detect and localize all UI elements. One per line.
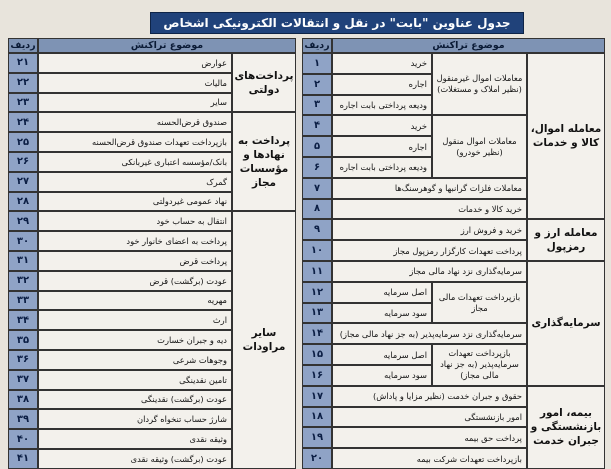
right-row-number: ۵ (302, 136, 332, 157)
left-row-number: ۲۷ (8, 172, 38, 192)
left-row-topic: گمرک (38, 172, 232, 192)
right-row-topic: ودیعه پرداختی بابت اجاره (332, 95, 432, 116)
left-row-topic: عودت (برگشت) وثیقه نقدی (38, 449, 232, 469)
right-row-topic: اجاره (332, 136, 432, 157)
right-row-number: ۱۰ (302, 240, 332, 261)
right-row-topic: اصل سرمایه (332, 344, 432, 365)
right-row-topic: حقوق و جبران خدمت (نظیر مزایا و پاداش) (332, 386, 527, 407)
left-row-topic: تامین نقدینگی (38, 370, 232, 390)
right-row-number: ۶ (302, 157, 332, 178)
right-header-num: ردیف (302, 38, 332, 53)
left-row-topic: بانک/مؤسسه اعتباری غیربانکی (38, 152, 232, 172)
right-group-2: معامله ارز و رمزپول (527, 219, 605, 261)
left-row-topic: سایر (38, 93, 232, 113)
left-row-topic: عودت (برگشت) قرض (38, 271, 232, 291)
right-subgroup-obligations_b: بازپرداخت تعهدات سرمایه‌پذیر (به جز نهاد مالی مجاز) (432, 344, 527, 386)
right-subgroup-immovable: معاملات اموال غیرمنقول (نظیر املاک و مستغلات) (432, 53, 527, 115)
right-row-topic: اصل سرمایه (332, 282, 432, 303)
right-row-topic: خرید (332, 115, 432, 136)
left-row-topic: عوارض (38, 53, 232, 73)
left-row-number: ۳۷ (8, 370, 38, 390)
left-row-topic: صندوق قرض‌الحسنه (38, 112, 232, 132)
right-row-number: ۲۰ (302, 448, 332, 469)
right-row-topic: پرداخت تعهدات کارگزار رمزپول مجاز (332, 240, 527, 261)
right-row-number: ۱۷ (302, 386, 332, 407)
left-row-topic: پرداخت به اعضای خانوار خود (38, 231, 232, 251)
right-row-topic: خرید کالا و خدمات (332, 199, 527, 220)
left-header-topic: موضوع تراکنش (38, 38, 296, 53)
left-row-topic: عودت (برگشت) نقدینگی (38, 390, 232, 410)
left-row-number: ۴۱ (8, 449, 38, 469)
left-row-number: ۳۱ (8, 251, 38, 271)
right-row-number: ۳ (302, 95, 332, 116)
left-row-number: ۲۴ (8, 112, 38, 132)
left-row-number: ۲۹ (8, 211, 38, 231)
right-row-number: ۷ (302, 178, 332, 199)
left-row-number: ۳۳ (8, 291, 38, 311)
left-group-2: پرداخت به نهادها و مؤسسات مجاز (232, 112, 296, 211)
left-row-number: ۳۹ (8, 409, 38, 429)
right-row-number: ۸ (302, 199, 332, 220)
left-row-number: ۳۴ (8, 310, 38, 330)
left-row-number: ۳۲ (8, 271, 38, 291)
left-row-topic: دیه و جبران خسارت (38, 330, 232, 350)
right-group-4: بیمه، امور بازنشستگی و جبران خدمت (527, 386, 605, 469)
right-row-number: ۱۲ (302, 282, 332, 303)
right-row-topic: بازپرداخت تعهدات شرکت بیمه (332, 448, 527, 469)
right-row-topic: خرید و فروش ارز (332, 219, 527, 240)
right-row-number: ۱۳ (302, 303, 332, 324)
left-header-num: ردیف (8, 38, 38, 53)
left-group-3: سایر مراودات (232, 211, 296, 468)
right-row-topic: سرمایه‌گذاری نزد نهاد مالی مجاز (332, 261, 527, 282)
right-row-number: ۱۵ (302, 344, 332, 365)
left-row-topic: مهریه (38, 291, 232, 311)
table-title: جدول عناوین "بابت" در نقل و انتقالات الکترونیکی اشخاص (150, 12, 524, 34)
left-row-topic: شارژ حساب تنخواه گردان (38, 409, 232, 429)
right-row-number: ۹ (302, 219, 332, 240)
right-row-topic: امور بازنشستگی (332, 407, 527, 428)
left-row-topic: مالیات (38, 73, 232, 93)
right-group-1: معامله اموال، کالا و خدمات (527, 53, 605, 219)
left-row-topic: انتقال به حساب خود (38, 211, 232, 231)
right-row-topic: سود سرمایه (332, 303, 432, 324)
right-row-topic: معاملات فلزات گرانبها و گوهرسنگ‌ها (332, 178, 527, 199)
left-row-topic: نهاد عمومی غیردولتی (38, 192, 232, 212)
right-row-number: ۱۶ (302, 365, 332, 386)
right-row-topic: اجاره (332, 74, 432, 95)
right-row-topic: سرمایه‌گذاری نزد سرمایه‌پذیر (به جز نهاد مالی مجاز) (332, 323, 527, 344)
right-row-number: ۱۴ (302, 323, 332, 344)
right-row-topic: ودیعه پرداختی بابت اجاره (332, 157, 432, 178)
left-row-number: ۲۳ (8, 93, 38, 113)
right-group-3: سرمایه‌گذاری (527, 261, 605, 386)
left-group-1: پرداخت‌های دولتی (232, 53, 296, 112)
left-row-number: ۲۶ (8, 152, 38, 172)
left-row-number: ۴۰ (8, 429, 38, 449)
left-row-number: ۳۵ (8, 330, 38, 350)
right-row-topic: پرداخت حق بیمه (332, 427, 527, 448)
left-row-topic: وثیقه نقدی (38, 429, 232, 449)
right-row-number: ۱۹ (302, 427, 332, 448)
right-row-topic: سود سرمایه (332, 365, 432, 386)
right-row-topic: خرید (332, 53, 432, 74)
left-row-number: ۳۸ (8, 390, 38, 410)
right-row-number: ۱۱ (302, 261, 332, 282)
right-subgroup-obligations_a: بازپرداخت تعهدات مالی مجاز (432, 282, 527, 324)
right-row-number: ۱ (302, 53, 332, 74)
right-row-number: ۲ (302, 74, 332, 95)
left-row-topic: وجوهات شرعی (38, 350, 232, 370)
left-row-topic: ارث (38, 310, 232, 330)
left-row-topic: پرداخت قرض (38, 251, 232, 271)
left-row-number: ۳۶ (8, 350, 38, 370)
right-row-number: ۱۸ (302, 407, 332, 428)
left-row-number: ۲۲ (8, 73, 38, 93)
left-row-number: ۲۸ (8, 192, 38, 212)
right-row-number: ۴ (302, 115, 332, 136)
left-row-number: ۳۰ (8, 231, 38, 251)
right-header-topic: موضوع تراکنش (332, 38, 605, 53)
right-subgroup-movable: معاملات اموال منقول (نظیر خودرو) (432, 115, 527, 177)
left-row-topic: بازپرداخت تعهدات صندوق قرض‌الحسنه (38, 132, 232, 152)
left-row-number: ۲۵ (8, 132, 38, 152)
left-row-number: ۲۱ (8, 53, 38, 73)
